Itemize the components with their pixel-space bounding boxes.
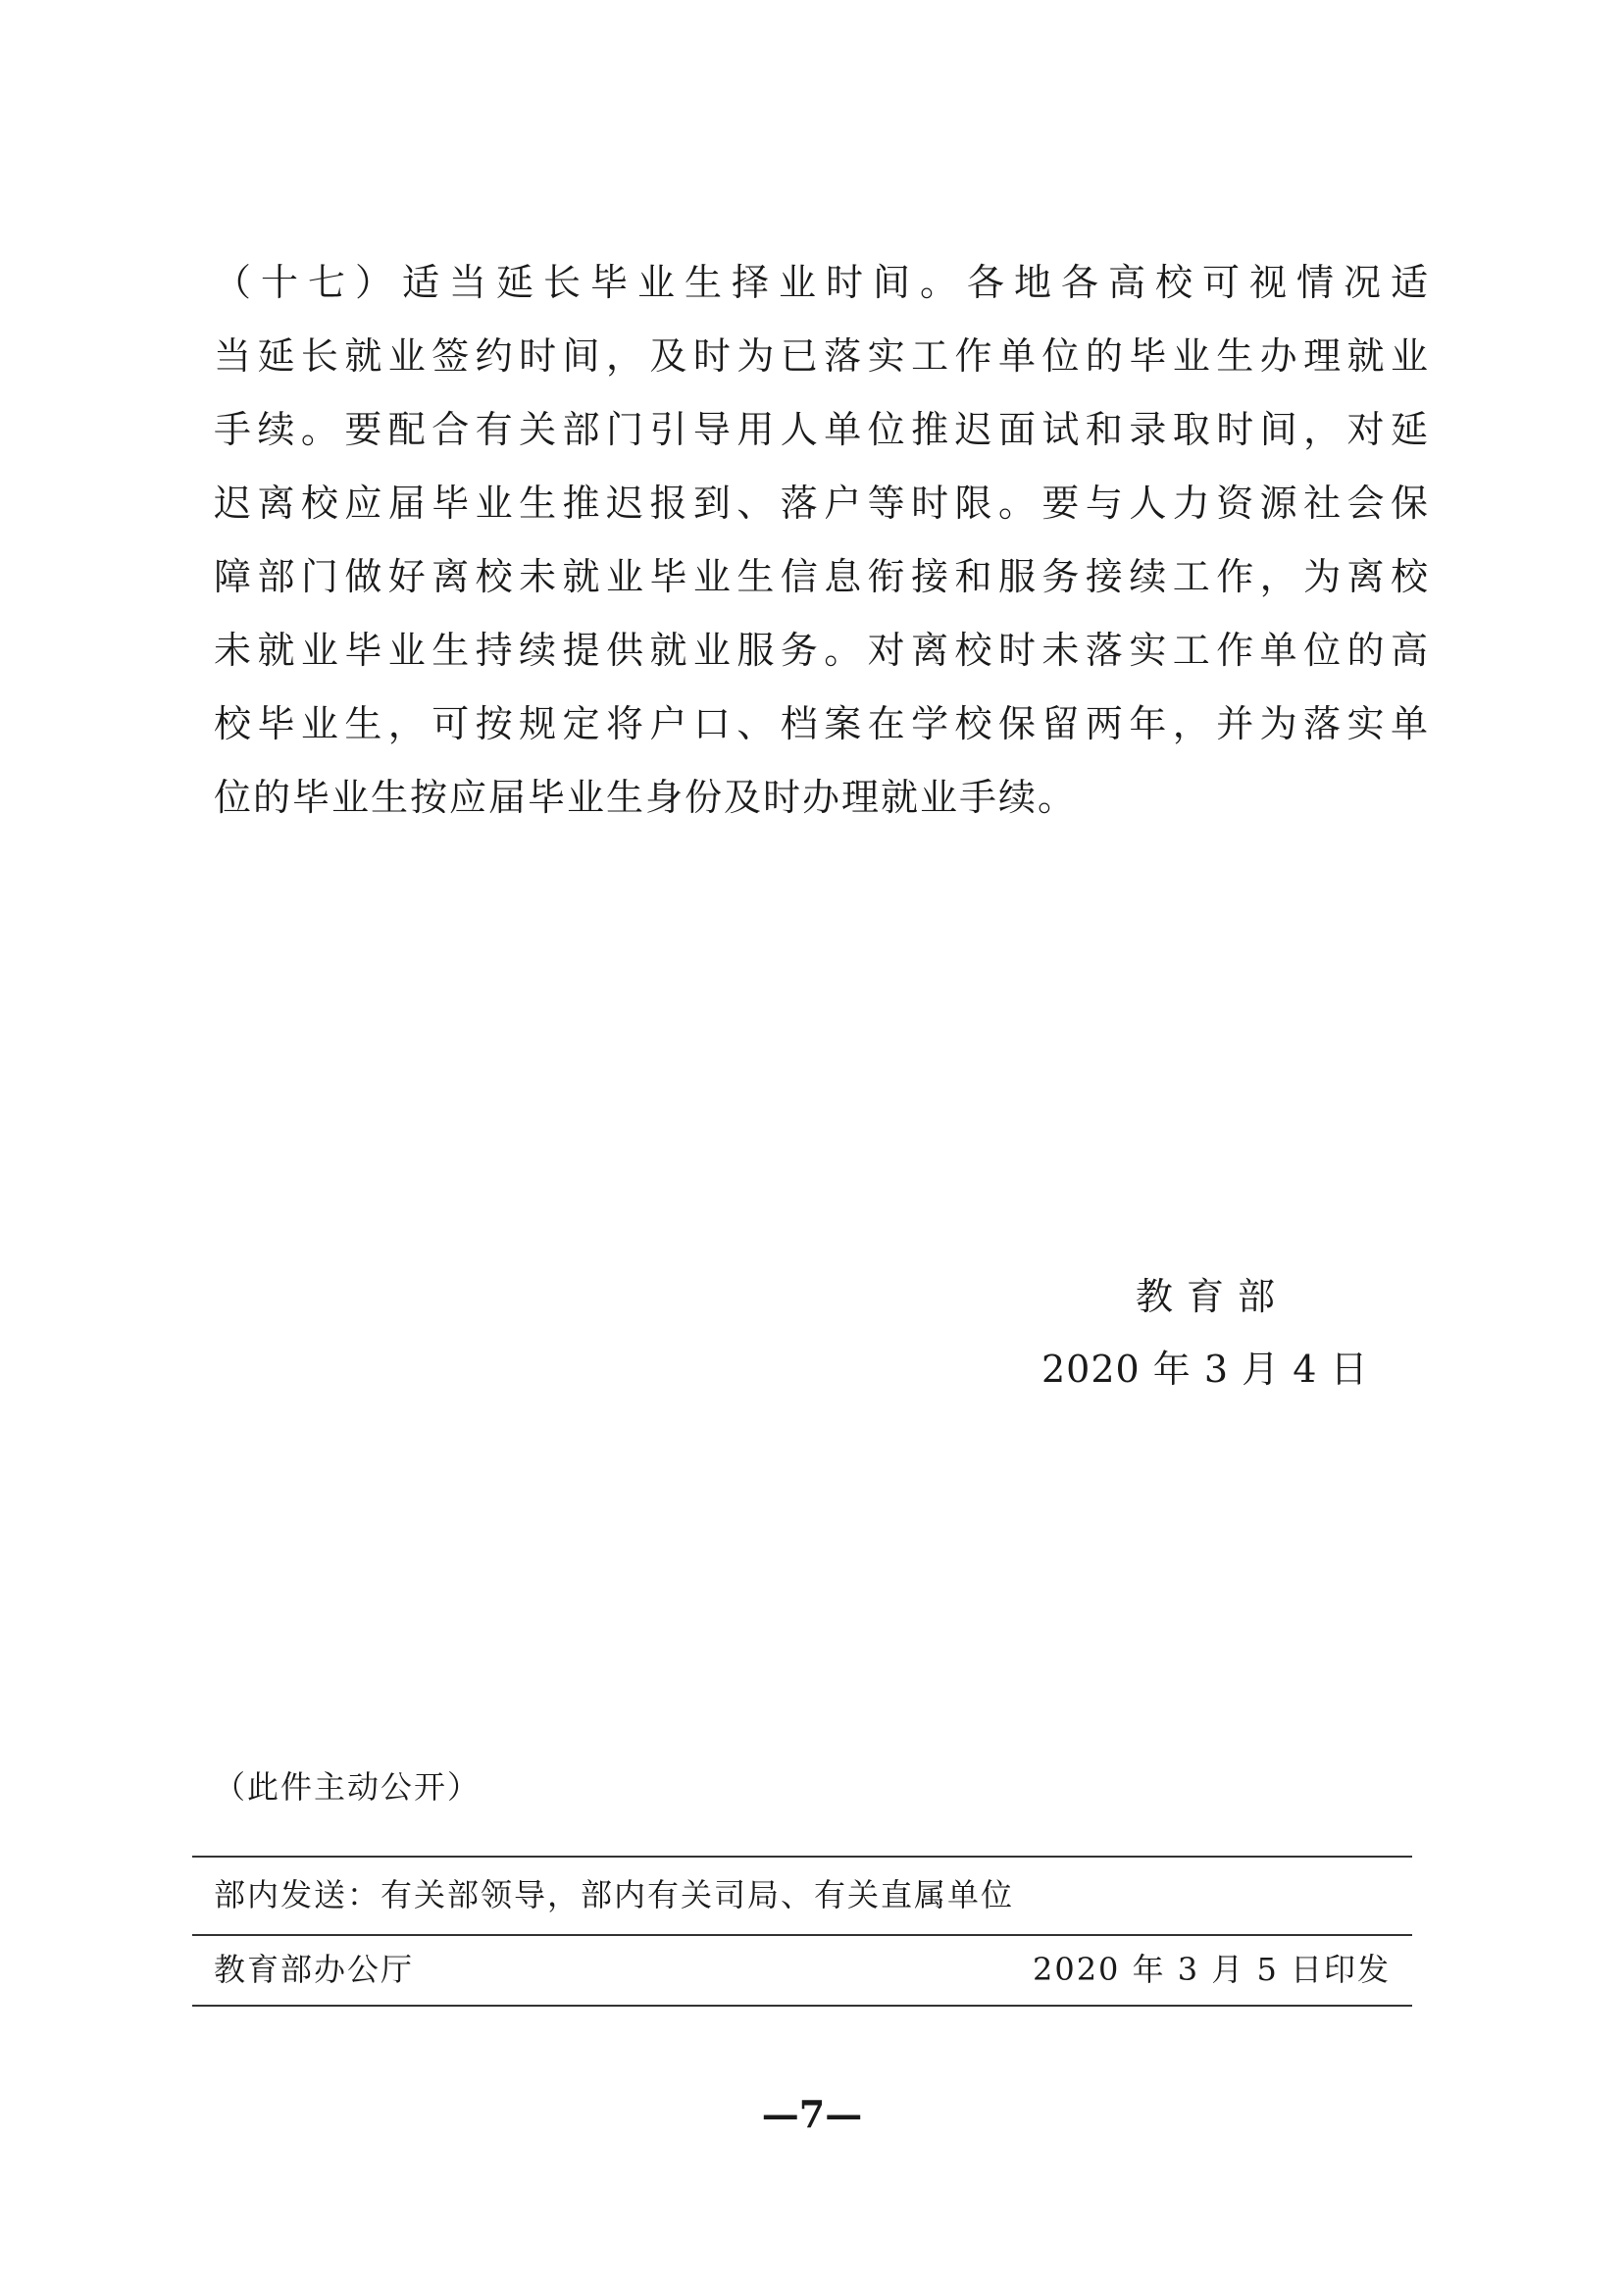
- issue-date: 2020 年 3 月 5 日印发: [1032, 1951, 1391, 1988]
- paragraph-line: 手续。要配合有关部门引导用人单位推迟面试和录取时间，对延: [214, 408, 1430, 451]
- paragraph-line: 校毕业生，可按规定将户口、档案在学校保留两年，并为落实单: [214, 702, 1430, 745]
- paragraph-line: 当延长就业签约时间，及时为已落实工作单位的毕业生办理就业: [214, 334, 1430, 378]
- distribution-recipients: 部内发送：有关部领导，部内有关司局、有关直属单位: [214, 1876, 1015, 1913]
- paragraph-line: （十七）适当延长毕业生择业时间。各地各高校可视情况适: [214, 261, 1430, 304]
- signature-date: 2020 年 3 月 4 日: [1041, 1348, 1369, 1391]
- paragraph-line: 位的毕业生按应届毕业生身份及时办理就业手续。: [214, 776, 1078, 819]
- issuer-name: 教育部办公厅: [214, 1951, 415, 1988]
- paragraph-line: 障部门做好离校未就业毕业生信息衔接和服务接续工作，为离校: [214, 555, 1430, 598]
- footer-middle-rule: [192, 1934, 1412, 1936]
- footer-bottom-rule: [192, 2005, 1412, 2007]
- disclosure-note: （此件主动公开）: [214, 1768, 482, 1806]
- footer-top-rule: [192, 1856, 1412, 1858]
- issuer-row: [214, 1948, 1391, 1991]
- signature-organization: 教育部: [1136, 1275, 1290, 1318]
- paragraph-line: 未就业毕业生持续提供就业服务。对离校时未落实工作单位的高: [214, 629, 1430, 672]
- paragraph-line: 迟离校应届毕业生推迟报到、落户等时限。要与人力资源社会保: [214, 482, 1430, 525]
- page-number: —7—: [761, 2092, 863, 2136]
